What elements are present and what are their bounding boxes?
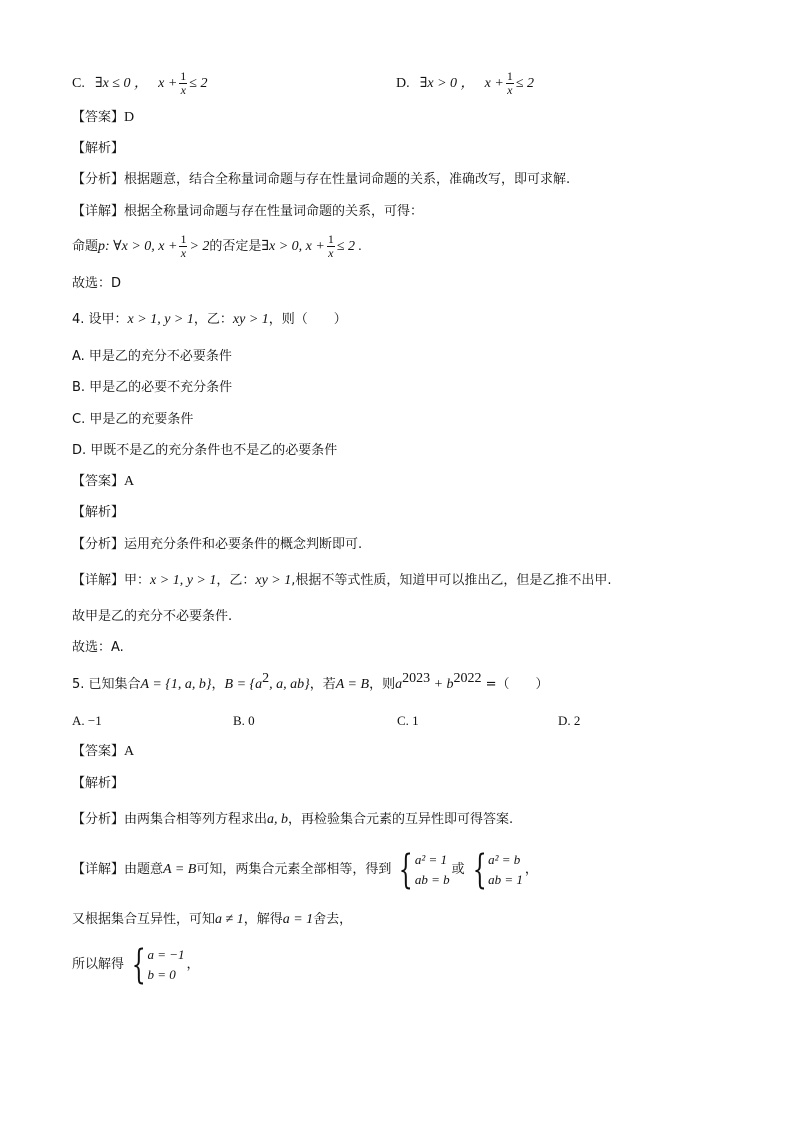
q3-xiangjie: 【详解】根据全称量词命题与存在性量词命题的关系，可得： bbox=[72, 204, 424, 219]
q4-fenxi: 【分析】运用充分条件和必要条件的概念判断即可. bbox=[72, 537, 363, 552]
q5-option-c: C. 1 bbox=[397, 713, 419, 728]
q4-choice: 故选：A. bbox=[72, 640, 124, 655]
q3-jiexi-heading: 【解析】 bbox=[72, 141, 125, 156]
q5-stem: 5. 已知集合A = {1, a, b}，$B = \{a^2$, a, ab}，若A = B，则$a^{2023} + b^{2022}$ =（ ） bbox=[72, 671, 549, 692]
q4-answer: 【答案】A bbox=[72, 474, 135, 489]
equation-system-3: { a = −1 b = 0 bbox=[131, 941, 185, 988]
q4-option-d: D. 甲既不是乙的充分条件也不是乙的必要条件 bbox=[72, 443, 338, 458]
q5-option-d: D. 2 bbox=[558, 713, 581, 728]
q5-distinctness: 又根据集合互异性，可知a ≠ 1，解得a = 1舍去， bbox=[72, 912, 353, 927]
fraction-one-over-x: $\frac{1}{x}$ bbox=[327, 232, 334, 260]
equation-system-1: { a² = 1 ab = b bbox=[399, 846, 450, 893]
q5-option-b: B. 0 bbox=[233, 713, 255, 728]
q3-option-c: C. ∃x ≤ 0 ， x + $\frac{1}{x}$ ≤ 2 bbox=[72, 69, 208, 97]
q3-answer: 【答案】D bbox=[72, 110, 135, 125]
q3-fenxi: 【分析】根据题意，结合全称量词命题与存在性量词命题的关系，准确改写，即可求解. bbox=[72, 172, 571, 187]
q4-option-c: C. 甲是乙的充要条件 bbox=[72, 412, 194, 427]
q5-option-a: A. −1 bbox=[72, 713, 102, 728]
q4-option-b: B. 甲是乙的必要不充分条件 bbox=[72, 380, 233, 395]
q3-negation-line: 命题p: ∀x > 0, x + $\frac{1}{x}$ > 2的否定是∃x > 0, x + $\frac{1}{x}$ ≤ 2 . bbox=[72, 232, 363, 260]
q5-answer: 【答案】A bbox=[72, 744, 135, 759]
q4-stem: 4. 设甲：x > 1, y > 1，乙：xy > 1，则（ ） bbox=[72, 312, 347, 327]
q4-xiangjie: 【详解】甲：x > 1, y > 1，乙：xy > 1,根据不等式性质，知道甲可以推出乙，但是乙推不出甲. bbox=[72, 573, 612, 588]
q5-jiexi-heading: 【解析】 bbox=[72, 776, 125, 791]
q5-xiangjie: 【详解】由题意A = B可知，两集合元素全部相等，得到 { a² = 1 ab = b 或 { a² = b ab = 1 ， bbox=[72, 846, 538, 893]
q4-jiexi-heading: 【解析】 bbox=[72, 505, 125, 520]
equation-system-2: { a² = b ab = 1 bbox=[472, 846, 523, 893]
q5-final: 所以解得 { a = −1 b = 0 ， bbox=[72, 941, 200, 988]
fraction-one-over-x: $\frac{1}{x}$ bbox=[506, 69, 513, 97]
fraction-one-over-x: $\frac{1}{x}$ bbox=[180, 232, 187, 260]
q4-option-a: A. 甲是乙的充分不必要条件 bbox=[72, 349, 232, 364]
q3-choice: 故选：D bbox=[72, 276, 122, 291]
q5-fenxi: 【分析】由两集合相等列方程求出a, b，再检验集合元素的互异性即可得答案. bbox=[72, 812, 514, 827]
q4-conclusion: 故甲是乙的充分不必要条件. bbox=[72, 609, 233, 624]
fraction-one-over-x: $\frac{1}{x}$ bbox=[180, 69, 187, 97]
q3-option-d: D. ∃x > 0 ， x + $\frac{1}{x}$ ≤ 2 bbox=[396, 69, 535, 97]
